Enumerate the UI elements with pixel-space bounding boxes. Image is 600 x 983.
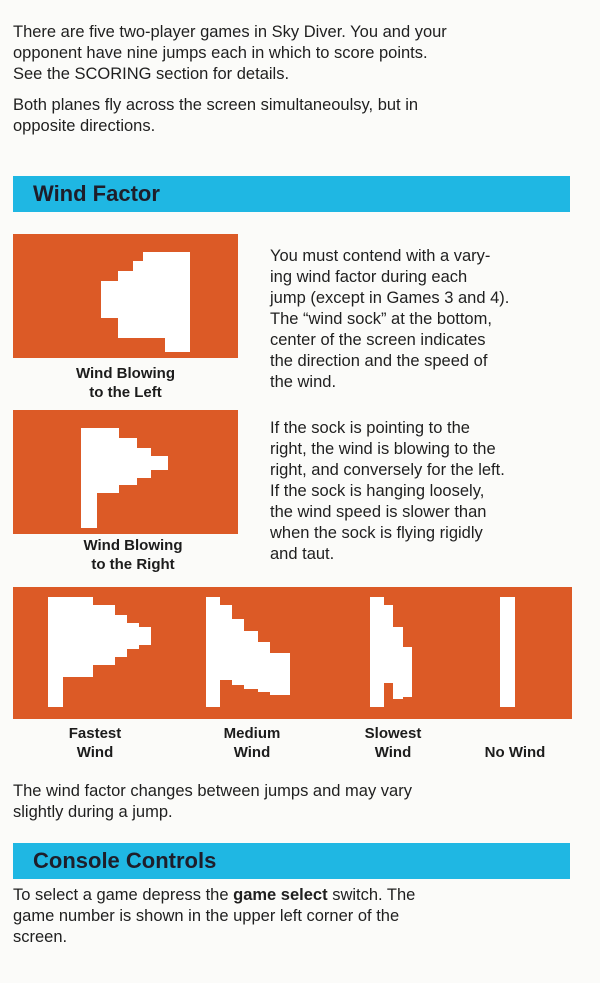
sock-direction-line: right, the wind is blowing to the [270, 440, 496, 458]
planes-paragraph [13, 95, 418, 137]
sock-direction-line: If the sock is pointing to the [270, 419, 470, 437]
wind-sock-line: jump (except in Games 3 and 4). [270, 289, 510, 307]
console-text: To select a game depress the [13, 886, 234, 904]
sock-direction-line: right, and conversely for the left. [270, 461, 505, 479]
wind-speed-illustration [13, 587, 572, 719]
slowest-wind-caption: Slowest Wind [364, 725, 422, 761]
medium-wind-caption: Medium Wind [223, 725, 281, 761]
console-controls-paragraph [13, 885, 415, 948]
console-controls-heading: Console Controls [13, 843, 570, 879]
intro-line: See the SCORING section for details. [13, 65, 290, 83]
console-controls-line: game number is shown in the upper left corner of the [13, 907, 400, 925]
console-controls-line [13, 885, 415, 906]
sock-direction-line: when the sock is flying rigidly [270, 524, 483, 542]
no-wind-caption: No Wind [484, 744, 546, 761]
wind-sock-line: You must contend with a vary- [270, 247, 491, 265]
wind-changes-line: The wind factor changes between jumps and may vary [13, 782, 412, 800]
fastest-wind-caption: Fastest Wind [68, 725, 122, 761]
no-wind-sock-icon [500, 597, 515, 707]
wind-sock-line: center of the screen indicates [270, 331, 486, 349]
wind-factor-heading: Wind Factor [13, 176, 570, 212]
wind-sock-line: ing wind factor during each [270, 268, 468, 286]
intro-paragraph [13, 22, 447, 85]
medium-wind-sock-icon [206, 597, 290, 707]
intro-line: opponent have nine jumps each in which to score points. [13, 44, 428, 62]
wind-left-caption: Wind Blowing to the Left [75, 365, 175, 401]
wind-left-illustration [13, 234, 238, 358]
fastest-wind-sock-icon [48, 597, 151, 707]
wind-sock-paragraph [270, 246, 580, 393]
wind-changes-paragraph [13, 781, 412, 823]
intro-line: There are five two-player games in Sky Diver. You and your [13, 23, 447, 41]
sock-direction-line: the wind speed is slower than [270, 503, 487, 521]
planes-line: opposite directions. [13, 117, 156, 135]
wind-right-illustration [13, 410, 238, 534]
console-controls-line: screen. [13, 928, 68, 946]
wind-sock-right-icon [13, 410, 238, 534]
wind-sock-left-icon [13, 234, 238, 358]
game-select-term: game select [233, 886, 328, 904]
sock-direction-line: and taut. [270, 545, 335, 563]
wind-right-caption: Wind Blowing to the Right [83, 537, 183, 573]
sock-direction-line: If the sock is hanging loosely, [270, 482, 485, 500]
wind-sock-line: The “wind sock” at the bottom, [270, 310, 492, 328]
planes-line: Both planes fly across the screen simultaneoulsy, but in [13, 96, 419, 114]
sock-direction-paragraph [270, 418, 580, 565]
wind-sock-line: the wind. [270, 373, 337, 391]
wind-changes-line: slightly during a jump. [13, 803, 173, 821]
wind-speed-socks [13, 587, 572, 719]
slowest-wind-sock-icon [370, 597, 412, 707]
wind-sock-line: the direction and the speed of [270, 352, 488, 370]
console-text: switch. The [327, 886, 416, 904]
